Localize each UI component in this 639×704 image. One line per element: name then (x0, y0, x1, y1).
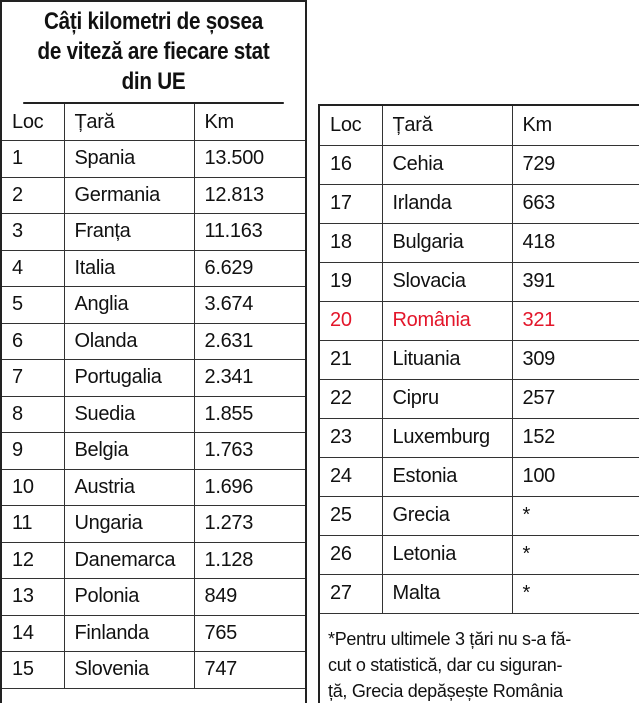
cell-tara: Grecia (382, 496, 512, 535)
cell-loc: 24 (320, 457, 382, 496)
cell-km: 11.163 (194, 214, 305, 251)
cell-km: 152 (512, 418, 639, 457)
table-right (320, 106, 639, 614)
cell-km: * (512, 496, 639, 535)
table-row (320, 145, 639, 184)
cell-tara: Portugalia (64, 360, 194, 397)
table-right-body (320, 106, 639, 613)
cell-tara: Germania (64, 177, 194, 214)
cell-km: 663 (512, 184, 639, 223)
cell-loc: 7 (2, 360, 64, 397)
cell-loc: 4 (2, 250, 64, 287)
cell-tara: Polonia (64, 579, 194, 616)
cell-loc: 6 (2, 323, 64, 360)
table-row (2, 214, 305, 251)
table-row (320, 457, 639, 496)
title-box (23, 2, 284, 104)
cell-km: 1.273 (194, 506, 305, 543)
cell-km: 2.631 (194, 323, 305, 360)
cell-tara: Lituania (382, 340, 512, 379)
cell-loc: 20 (320, 301, 382, 340)
cell-km: 257 (512, 379, 639, 418)
table-row (2, 287, 305, 324)
cell-km: 1.855 (194, 396, 305, 433)
table-row (320, 340, 639, 379)
cell-km: 321 (512, 301, 639, 340)
table-row (2, 506, 305, 543)
cell-tara: Bulgaria (382, 223, 512, 262)
table-row (2, 141, 305, 178)
cell-tara: Cipru (382, 379, 512, 418)
cell-loc: 26 (320, 535, 382, 574)
table-row (2, 433, 305, 470)
cell-loc: 17 (320, 184, 382, 223)
table-row (320, 379, 639, 418)
cell-loc: 2 (2, 177, 64, 214)
table-header-row (320, 106, 639, 145)
cell-km: 2.341 (194, 360, 305, 397)
table-row (320, 262, 639, 301)
cell-loc: 15 (2, 652, 64, 689)
cell-tara: Austria (64, 469, 194, 506)
table-row (2, 542, 305, 579)
cell-tara: Suedia (64, 396, 194, 433)
cell-km: 6.629 (194, 250, 305, 287)
header-loc: Loc (2, 104, 64, 141)
table-row (2, 177, 305, 214)
cell-loc: 19 (320, 262, 382, 301)
cell-tara: Luxemburg (382, 418, 512, 457)
table-left-body (2, 104, 305, 688)
table-row (2, 250, 305, 287)
cell-km: 391 (512, 262, 639, 301)
table-row (2, 579, 305, 616)
table-row (2, 360, 305, 397)
table-row (2, 323, 305, 360)
cell-loc: 16 (320, 145, 382, 184)
cell-tara: Irlanda (382, 184, 512, 223)
cell-tara: Slovacia (382, 262, 512, 301)
cell-loc: 14 (2, 615, 64, 652)
table-left (2, 104, 305, 689)
cell-tara: Malta (382, 574, 512, 613)
right-panel (318, 104, 639, 703)
cell-loc: 18 (320, 223, 382, 262)
cell-loc: 11 (2, 506, 64, 543)
cell-loc: 9 (2, 433, 64, 470)
cell-km: 747 (194, 652, 305, 689)
header-tara: Țară (382, 106, 512, 145)
cell-km: 12.813 (194, 177, 305, 214)
cell-km: 309 (512, 340, 639, 379)
cell-tara: Belgia (64, 433, 194, 470)
cell-km: 3.674 (194, 287, 305, 324)
header-loc: Loc (320, 106, 382, 145)
cell-tara: Letonia (382, 535, 512, 574)
cell-loc: 5 (2, 287, 64, 324)
table-row (320, 184, 639, 223)
cell-km: 849 (194, 579, 305, 616)
table-header-row (2, 104, 305, 141)
cell-km: 418 (512, 223, 639, 262)
cell-loc: 21 (320, 340, 382, 379)
table-row (320, 301, 639, 340)
cell-loc: 13 (2, 579, 64, 616)
table-row (320, 223, 639, 262)
table-row (320, 418, 639, 457)
header-km: Km (512, 106, 639, 145)
cell-loc: 10 (2, 469, 64, 506)
cell-tara: Ungaria (64, 506, 194, 543)
cell-tara: Danemarca (64, 542, 194, 579)
cell-loc: 25 (320, 496, 382, 535)
cell-loc: 3 (2, 214, 64, 251)
cell-tara: Franța (64, 214, 194, 251)
cell-loc: 23 (320, 418, 382, 457)
cell-km: * (512, 535, 639, 574)
cell-km: 765 (194, 615, 305, 652)
cell-km: 13.500 (194, 141, 305, 178)
cell-km: 729 (512, 145, 639, 184)
page-title: Câți kilometri de șosea de viteză are fiecare stat din UE (37, 8, 270, 95)
table-row (2, 469, 305, 506)
table-row (2, 652, 305, 689)
table-row (2, 615, 305, 652)
cell-km: 100 (512, 457, 639, 496)
header-km: Km (194, 104, 305, 141)
cell-tara: Cehia (382, 145, 512, 184)
cell-km: 1.128 (194, 542, 305, 579)
cell-loc: 1 (2, 141, 64, 178)
cell-km: 1.696 (194, 469, 305, 506)
cell-tara: Spania (64, 141, 194, 178)
cell-tara: Finlanda (64, 615, 194, 652)
cell-loc: 22 (320, 379, 382, 418)
header-tara: Țară (64, 104, 194, 141)
cell-tara: Italia (64, 250, 194, 287)
table-row (320, 535, 639, 574)
cell-km: 1.763 (194, 433, 305, 470)
cell-tara: România (382, 301, 512, 340)
cell-loc: 8 (2, 396, 64, 433)
cell-km: * (512, 574, 639, 613)
footnote: *Pentru ultimele 3 țări nu s-a fă- cut o statistică, dar cu siguran- ță, Grecia depășește România (328, 628, 571, 701)
cell-loc: 27 (320, 574, 382, 613)
table-row (320, 574, 639, 613)
left-panel (0, 0, 307, 703)
cell-tara: Olanda (64, 323, 194, 360)
cell-tara: Slovenia (64, 652, 194, 689)
table-row (2, 396, 305, 433)
table-row (320, 496, 639, 535)
cell-tara: Anglia (64, 287, 194, 324)
cell-loc: 12 (2, 542, 64, 579)
cell-tara: Estonia (382, 457, 512, 496)
